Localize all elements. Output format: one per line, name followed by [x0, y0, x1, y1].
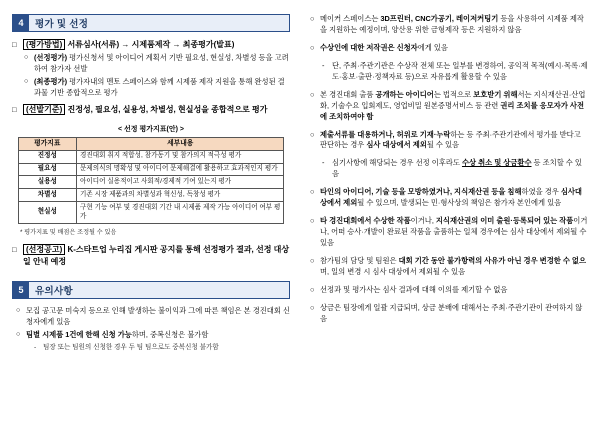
- table-row: [18, 150, 284, 163]
- list-item-text: 본 경진대회 출품 공개하는 아이디어는 법적으로 보호받기 위해서는 지식재산권·산업 화, 기술수요 입회제도, 영업비밀 원본증명서비스 등 관련 권리 조치를 응모자가 사전에 조치하여야 함: [320, 89, 586, 121]
- list-item-text: 수상인에 대한 저작권은 신청자에게 있음: [320, 42, 448, 52]
- list-item: [12, 244, 290, 267]
- table-header-cell: 평가지표: [18, 137, 76, 150]
- list-item-text: 심기사항에 해당되는 경우 선정 이후라도 수상 취소 및 상금환수 등 조치할 수 있음: [332, 158, 582, 179]
- bullet-dash-icon: -: [322, 158, 325, 168]
- table-cell-detail: 구현 기능 여부 및 경진대회 기간 내 시제품 제작 가능 아이디어 여부 평가: [77, 202, 284, 224]
- table-cell-category: 실용성: [18, 176, 76, 189]
- table-cell-category: 진정성: [18, 150, 76, 163]
- list-item-text: 상금은 팀장에게 일괄 지급되며, 상금 분배에 대해서는 주최·주관기관이 관여하지 않음: [320, 302, 583, 323]
- list-item-text: 메이커 스페이스는 3D프린터, CNC가공기, 레이저커팅기 등을 사용하여 시제품 제작을 지원하는 예정이며, 양산용 위한 금형제작 등은 지원하지 않음: [320, 14, 584, 34]
- bullet-circle-icon: ○: [24, 77, 29, 85]
- list-item-text: 참가팀의 담당 및 팀원은 대회 기간 동안 불가항력의 사유가 아닌 경우 변경한 수 없으며, 일의 변경 시 심사 대상에서 제외될 수 있음: [320, 255, 587, 276]
- list-item-text: 모집 공고문 미숙지 등으로 인해 발생하는 불이익과 그에 따른 책임은 본 경진대회 신청자에게 있음: [26, 306, 290, 327]
- bullet-circle-icon: ○: [16, 307, 21, 315]
- left-column: [12, 14, 300, 416]
- list-item-text: 팀별 시제품 1건에 한해 신청 가능하며, 중복신청은 불가함: [26, 330, 209, 340]
- list-item: [12, 39, 290, 51]
- list-item: [24, 53, 290, 75]
- list-item-text: 팀장 또는 팀원의 신청한 경우 두 팀 팀으로도 중복신청 불가함: [43, 344, 219, 352]
- list-item: [310, 285, 588, 296]
- list-item: [310, 130, 588, 152]
- list-item-text: [23, 104, 290, 116]
- list-item-text: [23, 39, 290, 51]
- evaluation-criteria-table: [18, 137, 285, 225]
- bullet-circle-icon: ○: [24, 53, 29, 61]
- list-item: [16, 330, 290, 341]
- list-item: [310, 256, 588, 278]
- table-cell-detail: 아이디어 실용적이고 사회적/경제적 기여 있는지 평가: [77, 176, 284, 189]
- list-item-text: (선정평가) 평가신청서 및 아이디어 계획서 기반 필요성, 현실성, 차별성 등을 고려하여 참가자 선발: [34, 52, 289, 73]
- list-item: [310, 303, 588, 325]
- list-item-body: 서류심사(서류) → 시제품제작 → 최종평가(발표): [67, 40, 235, 49]
- bullet-square-icon: □: [12, 104, 17, 114]
- label-badge: (선발기준): [23, 104, 65, 115]
- section-title: 평가 및 선정: [35, 19, 89, 30]
- list-item-body: K-스타트업 누리집 게시판 공지를 통해 선정평가 결과, 선정 대상 일 안내 예정: [23, 245, 290, 266]
- label-badge: (선정공고): [23, 244, 65, 255]
- table-note: * 평가지표 및 배점은 조정될 수 있음: [20, 229, 117, 237]
- list-item: [24, 77, 290, 99]
- bullet-square-icon: □: [12, 245, 17, 255]
- list-item: [310, 216, 588, 249]
- bullet-circle-icon: ○: [310, 302, 315, 312]
- table-header-row: [18, 137, 284, 150]
- section-header-evaluation: [12, 14, 290, 32]
- list-item-text: 단, 주최·주관기관은 수상작 전체 또는 일부를 변경하여, 공익적 목적(예시·목록·제도·홍보·출판·정책자료 등)으로 자유롭게 활용할 수 있음: [332, 60, 588, 81]
- bullet-circle-icon: ○: [310, 14, 315, 23]
- table-row: [18, 189, 284, 202]
- table-cell-detail: 기존 시장 제품과의 차별성과 혁신성, 독창성 평가: [77, 189, 284, 202]
- bullet-circle-icon: ○: [310, 284, 315, 294]
- bullet-circle-icon: ○: [16, 331, 21, 339]
- bullet-circle-icon: ○: [310, 42, 315, 52]
- table-row: [18, 176, 284, 189]
- bullet-dash-icon: -: [34, 344, 37, 352]
- bullet-circle-icon: ○: [310, 89, 315, 99]
- table-caption: < 선정 평가지표(안) >: [117, 125, 184, 133]
- label-badge: (평가방법): [23, 39, 65, 50]
- list-item-text: 타인의 아이디어, 기술 등을 모방하였거나, 지식재산권 등을 침해하였을 경우 심사대상에서 제외될 수 있으며, 발생되는 민·형사상의 책임은 참가자 본인에게 있음: [320, 187, 582, 208]
- bullet-circle-icon: ○: [310, 129, 315, 139]
- list-item: [322, 158, 588, 180]
- list-item-text: 선정과 및 평가사는 심사 결과에 대해 이의를 제기할 수 없음: [320, 284, 508, 294]
- section-number: 4: [13, 15, 29, 31]
- right-column: [300, 14, 588, 416]
- list-item: [16, 306, 290, 328]
- table-header-cell: 세부내용: [77, 137, 284, 150]
- list-item-text: 타 경진대회에서 수상한 작품이거나, 지식재산권의 이미 출원·등록되어 있는 작품이거나, 어떠 승사·개발이 완료된 작품을 출품하는 일체 경우에는 심사 대상에서 제외될 수 있음: [320, 216, 588, 247]
- bullet-circle-icon: ○: [310, 216, 315, 226]
- section-title: 유의사항: [35, 286, 73, 298]
- list-item: [310, 187, 588, 209]
- bullet-circle-icon: ○: [310, 187, 315, 197]
- table-row: [18, 202, 284, 224]
- list-item-body: 진정성, 필요성, 실용성, 차별성, 현실성을 종합적으로 평가: [67, 104, 268, 114]
- list-item-text: [23, 244, 290, 267]
- bullet-dash-icon: -: [322, 60, 325, 70]
- table-cell-category: 필요성: [18, 163, 76, 176]
- bullet-square-icon: □: [12, 40, 17, 49]
- table-cell-category: 현실성: [18, 202, 76, 224]
- list-item-text: 제출서류를 대용하거나, 허위로 기재·누락하는 등 주최·주관기관에서 평가를 받다고 판단하는 경우 심사 대상에서 제외될 수 있음: [320, 129, 581, 150]
- bullet-circle-icon: ○: [310, 255, 315, 265]
- table-cell-category: 차별성: [18, 189, 76, 202]
- list-item: [310, 90, 588, 123]
- list-item: [322, 61, 588, 83]
- table-row: [18, 163, 284, 176]
- section-header-notes: [12, 281, 290, 299]
- list-item: [310, 43, 588, 54]
- list-item: [12, 104, 290, 116]
- list-item: [34, 343, 290, 353]
- list-item: [310, 14, 588, 36]
- table-cell-detail: 문제의식의 명확성 및 아이디어 문제해결에 활용하고 효과적인지 평가: [77, 163, 284, 176]
- section-number: 5: [13, 282, 29, 298]
- table-cell-detail: 경진대회 취지 적합성, 참가동기 및 참가의지 적극성 평가: [77, 150, 284, 163]
- list-item-text: (최종평가) 평가자내의 멘토 스페이스와 함께 시제품 제작 지원을 통해 완성된 결과물 기반 종합적으로 평가: [34, 76, 285, 97]
